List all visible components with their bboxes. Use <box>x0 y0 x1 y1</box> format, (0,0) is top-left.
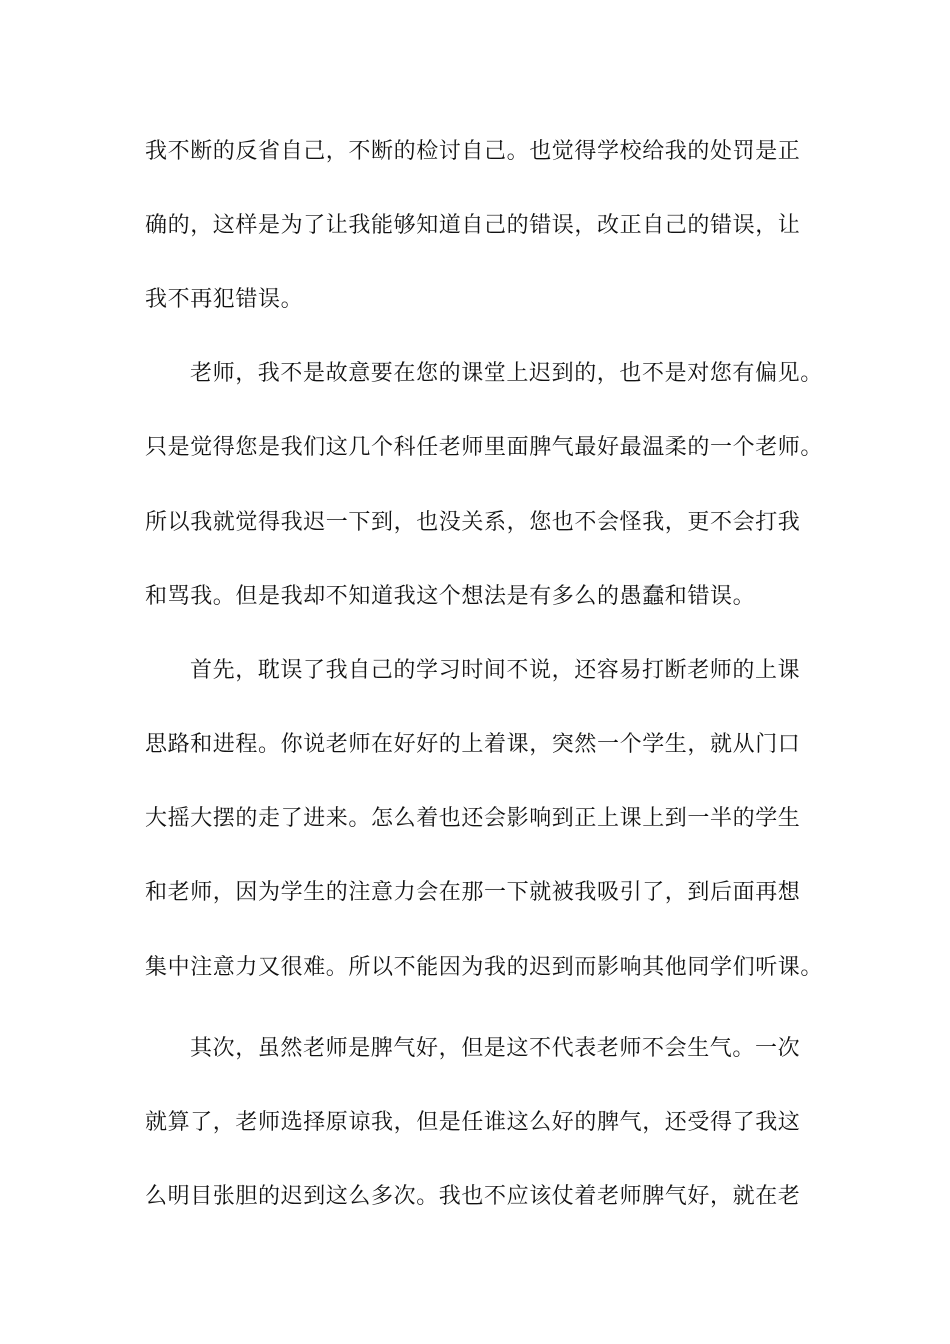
text-line: 集中注意力又很难。所以不能因为我的迟到而影响其他同学们听课。 <box>145 955 824 980</box>
paragraph-first-line: 首先，耽误了我自己的学习时间不说，还容易打断老师的上课 <box>190 658 801 683</box>
text-line: 思路和进程。你说老师在好好的上着课，突然一个学生，就从门口 <box>145 732 801 757</box>
paragraph-first-line: 老师，我不是故意要在您的课堂上迟到的，也不是对您有偏见。 <box>190 361 823 386</box>
text-line: 我不再犯错误。 <box>145 287 304 312</box>
text-line: 只是觉得您是我们这几个科任老师里面脾气最好最温柔的一个老师。 <box>145 435 824 460</box>
text-line: 么明目张胆的迟到这么多次。我也不应该仗着老师脾气好，就在老 <box>145 1184 801 1209</box>
text-line: 确的，这样是为了让我能够知道自己的错误，改正自己的错误，让 <box>145 213 801 238</box>
text-line: 和老师，因为学生的注意力会在那一下就被我吸引了，到后面再想 <box>145 880 801 905</box>
text-line: 所以我就觉得我迟一下到，也没关系，您也不会怪我，更不会打我 <box>145 510 801 535</box>
text-line: 就算了，老师选择原谅我，但是任谁这么好的脾气，还受得了我这 <box>145 1110 801 1135</box>
text-line: 和骂我。但是我却不知道我这个想法是有多么的愚蠢和错误。 <box>145 584 756 609</box>
text-line: 大摇大摆的走了进来。怎么着也还会影响到正上课上到一半的学生 <box>145 806 801 831</box>
text-line: 我不断的反省自己，不断的检讨自己。也觉得学校给我的处罚是正 <box>145 139 801 164</box>
paragraph-first-line: 其次，虽然老师是脾气好，但是这不代表老师不会生气。一次 <box>190 1036 801 1061</box>
